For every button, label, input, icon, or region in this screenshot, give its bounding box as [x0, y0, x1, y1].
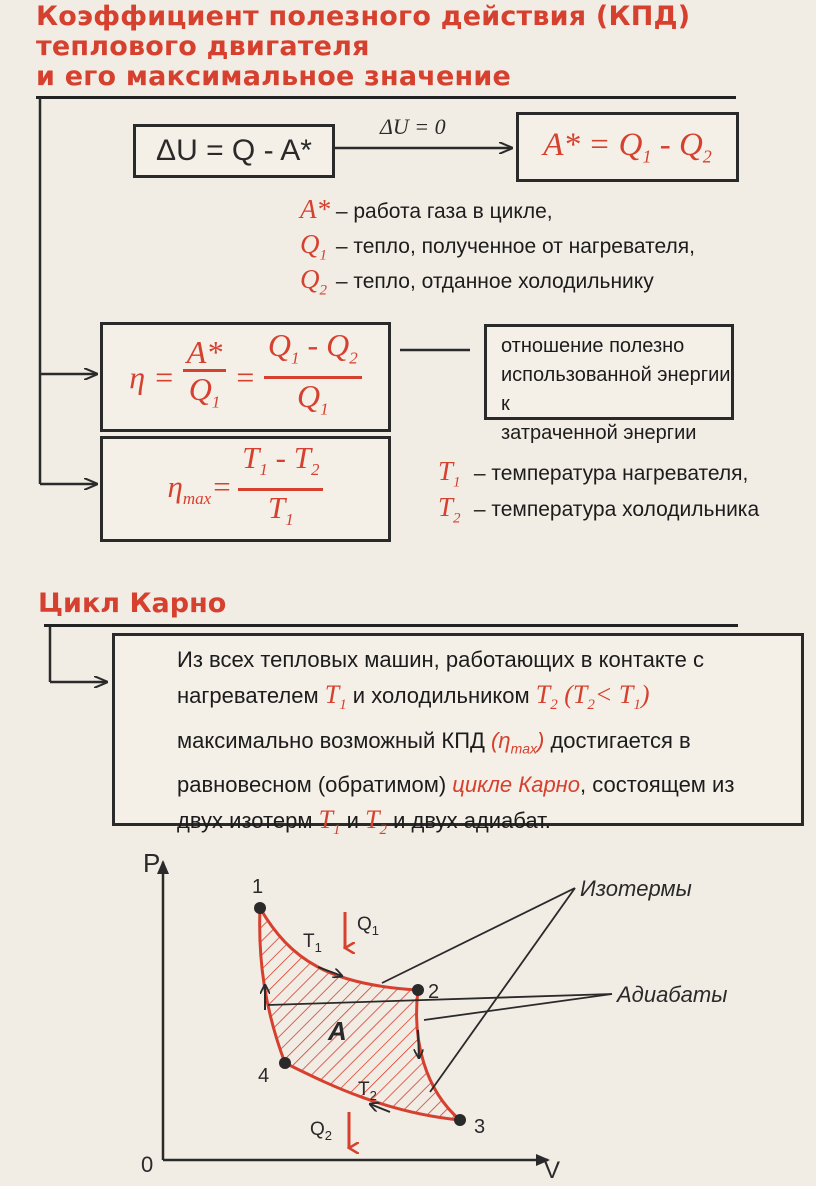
legend-q1-text: – тепло, полученное от нагревателя,	[335, 235, 695, 258]
carnot-l5b: и	[340, 807, 366, 833]
legend-t1-symbol: $T_1$	[438, 456, 461, 491]
carnot-iso-t2: $T_2$	[365, 804, 388, 838]
adiabats-label: Адиабаты	[617, 982, 728, 1007]
point-4	[279, 1057, 291, 1069]
max-efficiency-formula: $\eta_{max}=$ $\frac{T_1 - T_2}{T_1}$	[168, 441, 324, 536]
legend-t2-symbol: $T_2$	[438, 492, 461, 527]
title-line-2: теплового двигателя	[36, 31, 370, 62]
carnot-l2a: нагревателем	[177, 683, 325, 708]
legend-a-text: – работа газа в цикле,	[335, 200, 553, 223]
carnot-cycle-term: цикле Карно	[452, 771, 581, 797]
adiabat-down-arrow	[418, 1030, 419, 1058]
point-1	[254, 902, 266, 914]
p-axis-label: P	[143, 848, 161, 878]
point-3-label: 3	[474, 1116, 486, 1138]
carnot-l3b: достигается в	[544, 728, 691, 754]
point-2	[412, 984, 424, 996]
legend-q2-symbol: $Q_2$	[300, 264, 327, 299]
carnot-l5c: и двух адиабат.	[387, 807, 551, 833]
carnot-l4c: , состоящем из	[580, 771, 735, 797]
carnot-l2b: и холодильником	[346, 683, 536, 708]
note-line-1: отношение полезно	[501, 335, 685, 357]
efficiency-formula: η = $\frac{A*}{Q_1}$ = $\frac{Q_1 - Q_2}{Q_1}$	[129, 328, 361, 426]
q2-label: $Q_2$	[310, 1119, 333, 1143]
condition-label: ΔU = 0	[380, 114, 446, 139]
t2-label: $T_2$	[358, 1079, 377, 1103]
carnot-l3a: максимально возможный КПД	[177, 728, 492, 754]
legend-q2-text: – тепло, отданное холодильнику	[335, 270, 654, 293]
first-law-formula: ΔU = Q - A*	[156, 134, 312, 167]
legend-t1-text: – температура нагревателя,	[473, 462, 749, 485]
carnot-t1: $T_1$	[324, 680, 347, 714]
origin-label: 0	[141, 1152, 154, 1177]
carnot-iso-t1: $T_1$	[318, 804, 341, 838]
note-line-2: использованной энергии к	[501, 364, 731, 415]
point-4-label: 4	[258, 1065, 270, 1087]
title-line-3: и его максимальное значение	[36, 61, 511, 92]
isotherms-label: Изотермы	[580, 876, 692, 901]
point-2-label: 2	[428, 981, 440, 1003]
note-line-3: затраченной энергии	[501, 422, 697, 444]
v-axis-label: V	[544, 1157, 561, 1184]
work-formula: $A* = Q_1 - Q_2$	[543, 126, 712, 167]
title-line-1: Коэффициент полезного действия (КПД)	[36, 1, 691, 32]
carnot-l5a: двух изотерм	[177, 807, 319, 833]
carnot-l4a: равновесном (обратимом)	[177, 771, 453, 797]
legend-a-symbol: A*	[300, 194, 330, 224]
q1-label: $Q_1$	[357, 914, 380, 938]
legend-t2-text: – температура холодильника	[473, 498, 760, 521]
carnot-heading: Цикл Карно	[38, 588, 227, 619]
point-3	[454, 1114, 466, 1126]
t1-label: $T_1$	[303, 931, 322, 955]
carnot-t2: $T_2$ $(T_2< T_1)$	[535, 680, 650, 714]
carnot-eta-max: $(\eta_{max})$	[491, 728, 545, 757]
carnot-line-1: Из всех тепловых машин, работающих в контакте с	[177, 647, 704, 672]
legend-q1-symbol: $Q_1$	[300, 229, 327, 264]
area-label: A	[328, 1016, 347, 1046]
point-1-label: 1	[252, 876, 264, 898]
